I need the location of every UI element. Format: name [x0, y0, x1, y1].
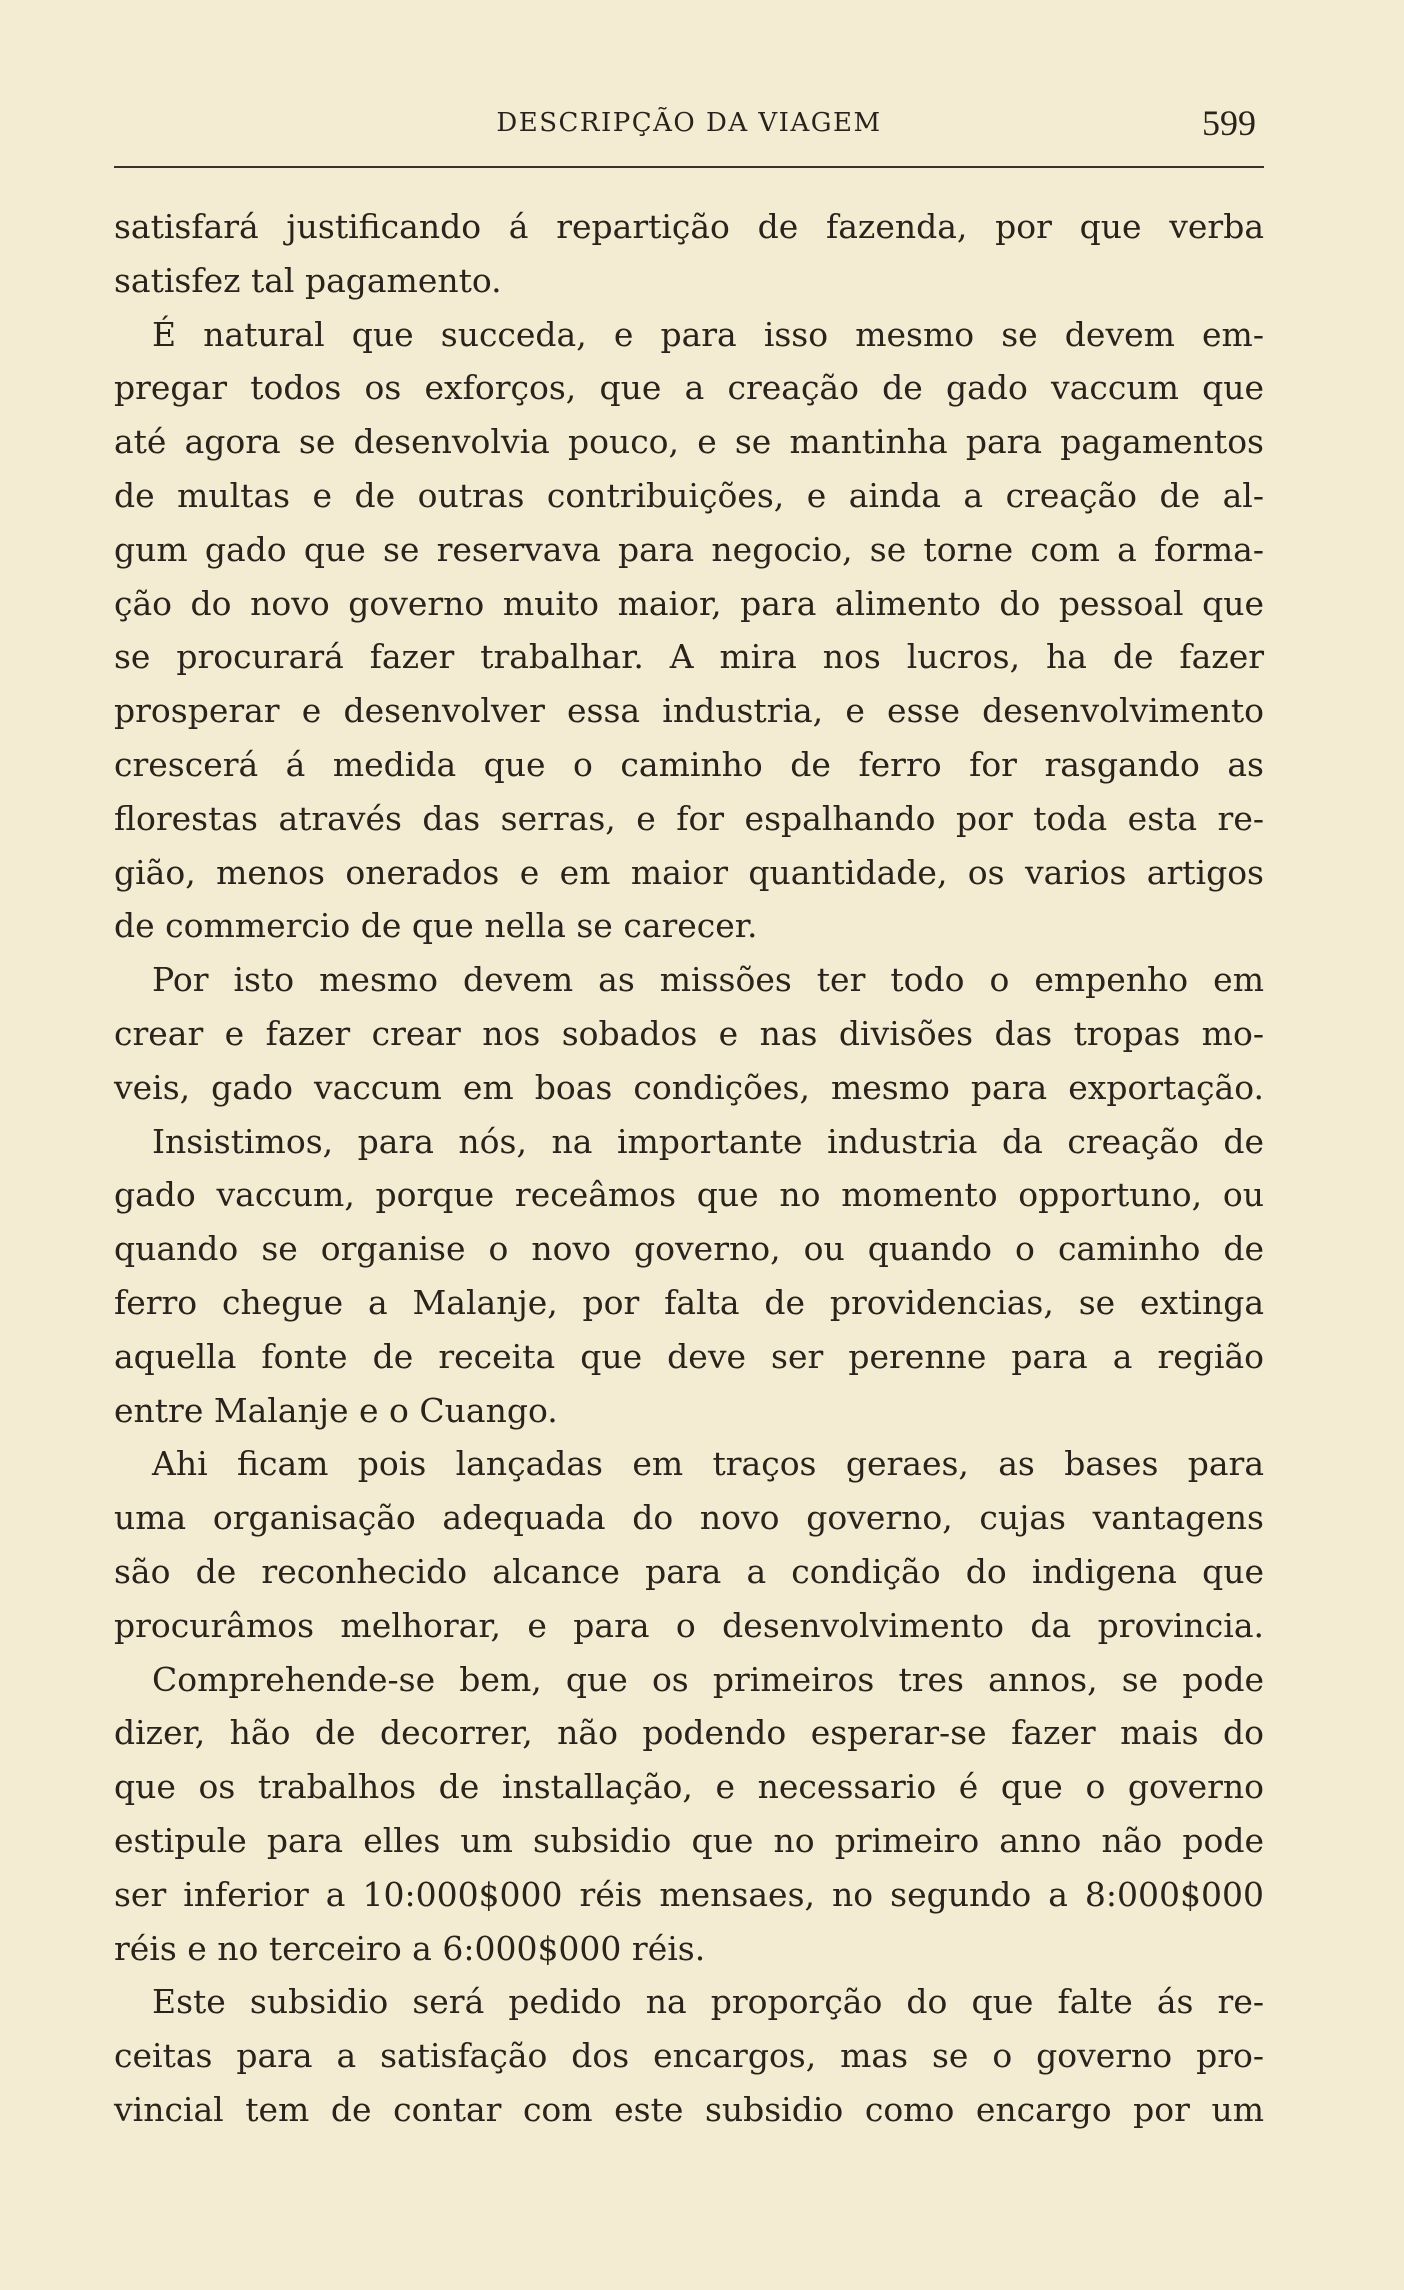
- page-number: 599: [1202, 103, 1256, 143]
- text-line: dizer, hão de decorrer, não podendo esperar-se fazer mais do: [114, 1713, 1264, 1753]
- text-line: ferro chegue a Malanje, por falta de providencias, se extinga: [114, 1282, 1264, 1322]
- text-line: satisfez tal pagamento.: [114, 260, 502, 300]
- text-line: gado vaccum, porque receâmos que no momento opportuno, ou: [114, 1175, 1264, 1215]
- text-line: Insistimos, para nós, na importante industria da creação de: [152, 1121, 1264, 1161]
- text-line: de multas e de outras contribuições, e ainda a creação de al-: [114, 475, 1264, 515]
- text-line: são de reconhecido alcance para a condição do indigena que: [114, 1551, 1264, 1591]
- text-line: se procurará fazer trabalhar. A mira nos lucros, ha de fazer: [114, 637, 1264, 677]
- text-line: gum gado que se reservava para negocio, se torne com a forma-: [114, 529, 1264, 569]
- text-line: Comprehende-se bem, que os primeiros tres annos, se pode: [152, 1659, 1264, 1699]
- body-text: [114, 200, 1264, 2137]
- text-line: uma organisação adequada do novo governo, cujas vantagens: [114, 1498, 1264, 1538]
- text-line: É natural que succeda, e para isso mesmo se devem em-: [152, 314, 1264, 354]
- text-line: Ahi ficam pois lançadas em traços geraes, as bases para: [152, 1444, 1264, 1484]
- text-line: aquella fonte de receita que deve ser perenne para a região: [114, 1336, 1264, 1376]
- text-line: veis, gado vaccum em boas condições, mesmo para exportação.: [114, 1067, 1264, 1107]
- text-line: gião, menos onerados e em maior quantidade, os varios artigos: [114, 852, 1264, 892]
- running-title: DESCRIPÇÃO DA VIAGEM: [496, 108, 882, 138]
- text-line: procurâmos melhorar, e para o desenvolvimento da provincia.: [114, 1605, 1264, 1645]
- text-line: ção do novo governo muito maior, para alimento do pessoal que: [114, 583, 1264, 623]
- text-line: satisfará justificando á repartição de fazenda, por que verba: [114, 207, 1264, 246]
- text-line: prosperar e desenvolver essa industria, e esse desenvolvimento: [114, 691, 1264, 731]
- text-line: pregar todos os exforços, que a creação de gado vaccum que: [114, 368, 1264, 408]
- text-line: quando se organise o novo governo, ou quando o caminho de: [114, 1229, 1264, 1269]
- text-line: que os trabalhos de installação, e necessario é que o governo: [114, 1767, 1264, 1807]
- page-header: [114, 100, 1264, 160]
- text-line: de commercio de que nella se carecer.: [114, 906, 758, 946]
- text-line: crear e fazer crear nos sobados e nas divisões das tropas mo-: [114, 1013, 1264, 1053]
- header-rule: [114, 166, 1264, 168]
- text-line: entre Malanje e o Cuango.: [114, 1390, 558, 1430]
- text-line: Este subsidio será pedido na proporção do que falte ás re-: [152, 1982, 1264, 2022]
- text-line: réis e no terceiro a 6:000$000 réis.: [114, 1928, 706, 1968]
- text-line: até agora se desenvolvia pouco, e se mantinha para pagamentos: [114, 422, 1264, 462]
- text-line: crescerá á medida que o caminho de ferro for rasgando as: [114, 744, 1264, 784]
- text-line: estipule para elles um subsidio que no primeiro anno não pode: [114, 1820, 1264, 1860]
- text-line: Por isto mesmo devem as missões ter todo o empenho em: [152, 960, 1264, 1000]
- text-line: ceitas para a satisfação dos encargos, mas se o governo pro-: [114, 2036, 1264, 2076]
- text-line: ser inferior a 10:000$000 réis mensaes, no segundo a 8:000$000: [114, 1874, 1264, 1914]
- text-line: vincial tem de contar com este subsidio como encargo por um: [114, 2089, 1264, 2129]
- text-line: florestas através das serras, e for espalhando por toda esta re-: [114, 798, 1264, 838]
